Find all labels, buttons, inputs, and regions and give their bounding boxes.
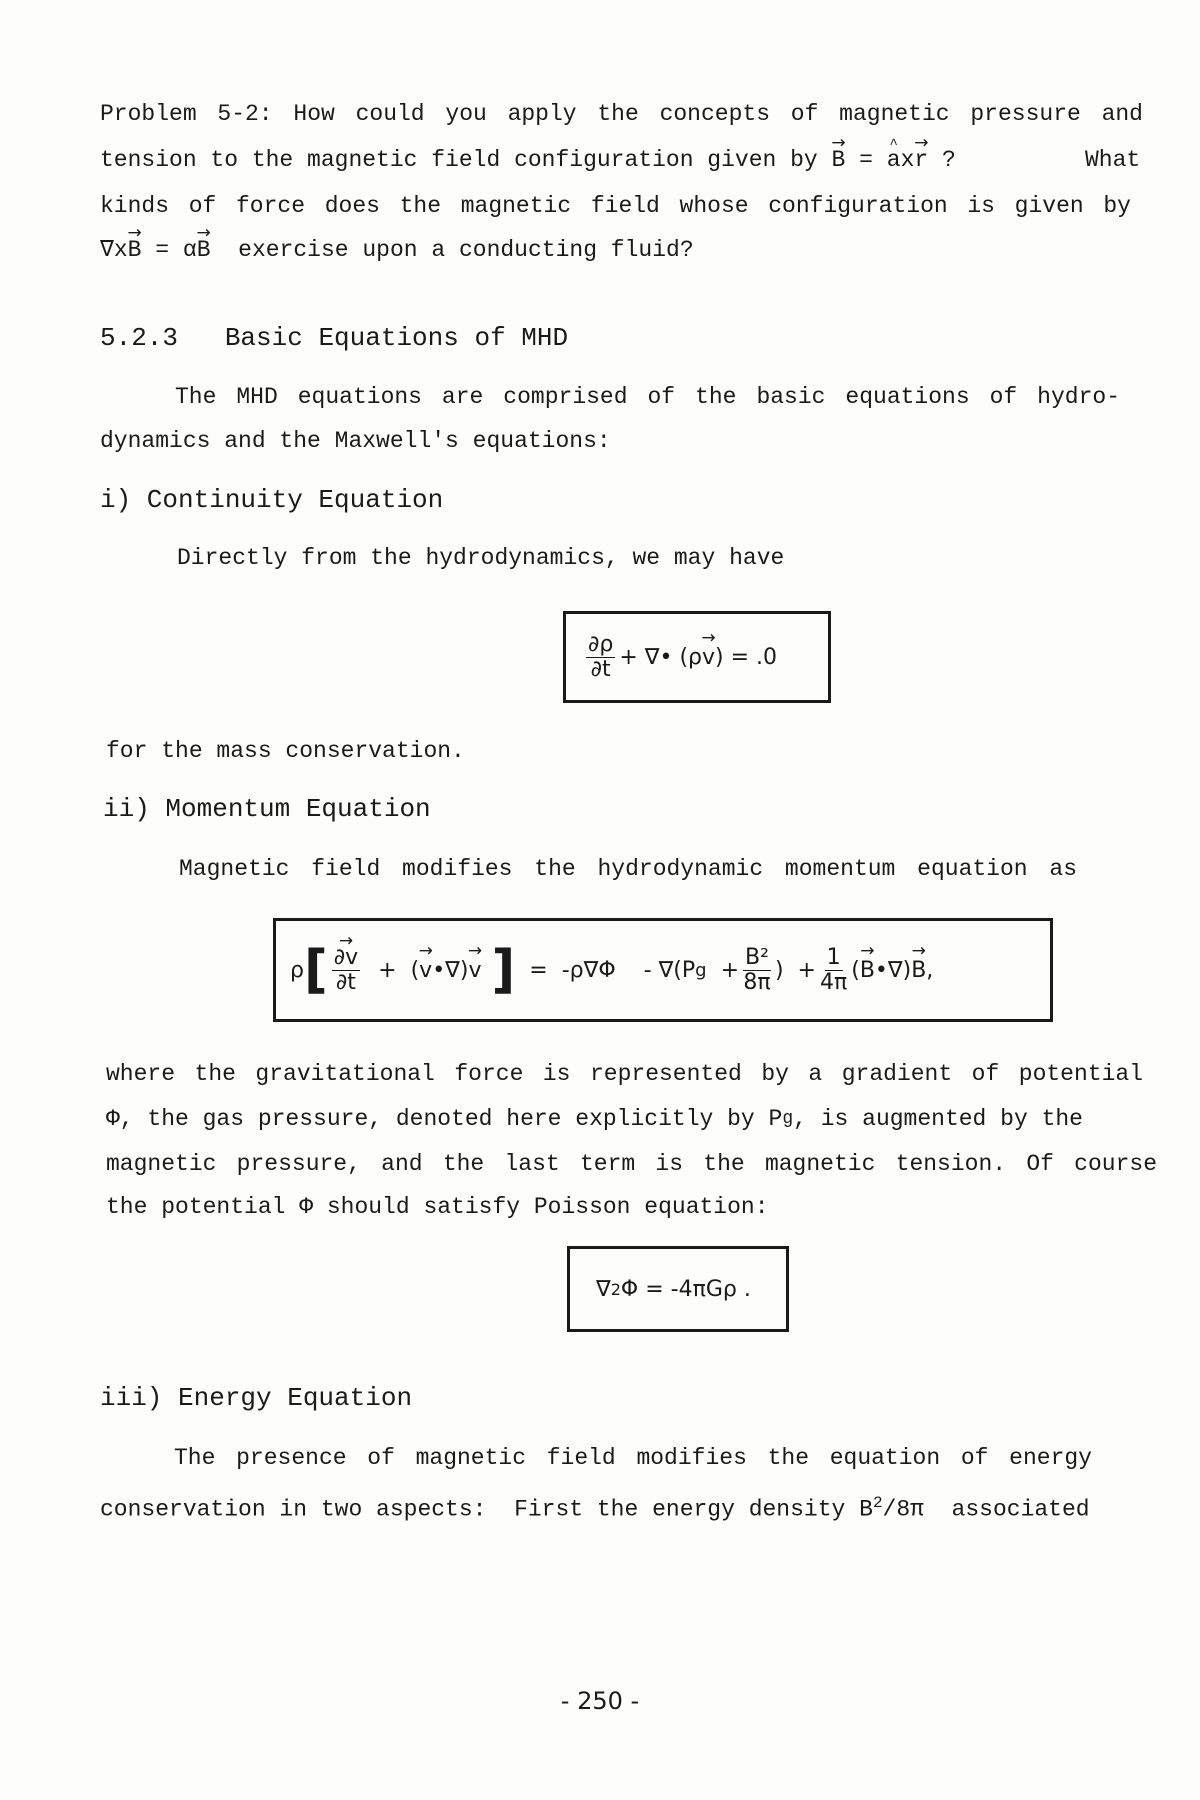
vector-b: → B [911, 958, 926, 983]
numerator: → ∂v [332, 946, 360, 971]
section-number: 5.2.3 [100, 323, 179, 353]
problem-line-3: kinds of force does the magnetic field whose configuration is given by [100, 193, 1131, 219]
denominator: ∂t [590, 656, 611, 682]
text: Φ, the gas pressure, denoted here explicitly by P [106, 1106, 783, 1132]
right-bracket: ] [491, 940, 516, 1000]
denominator: ∂t [335, 969, 356, 995]
equals-zero: ) = .0 [715, 644, 778, 670]
fraction-dv-dt [332, 946, 360, 995]
fraction-1-4pi [820, 946, 847, 995]
curl-operator: ∇x [100, 237, 128, 263]
divergence-term: + ∇• (ρ [619, 644, 703, 670]
denominator: 8π [743, 969, 771, 995]
problem-line-1: Problem 5-2: How could you apply the concepts of magnetic pressure and [100, 101, 1143, 127]
rho: ρ [290, 957, 304, 983]
fraction-b2-8pi [743, 946, 771, 995]
poisson-rhs: = -4πGρ . [638, 1276, 751, 1302]
vector-v: → v [702, 645, 715, 670]
comma: , [926, 957, 934, 983]
momentum-after-line-2 [106, 1105, 1143, 1133]
energy-line-1: The presence of magnetic field modifies the equation of energy [174, 1445, 1092, 1471]
continuity-lead: Directly from the hydrodynamics, we may have [177, 545, 785, 571]
problem-line-4 [100, 236, 694, 264]
vector-b: → B [128, 236, 142, 264]
numerator: 1 [826, 944, 841, 970]
page-number: - 250 - [560, 1687, 640, 1715]
text: conservation in two aspects: First the energy density B [100, 1496, 873, 1523]
continuity-after: for the mass conservation. [106, 738, 465, 764]
problem-text: exercise upon a conducting fluid? [238, 237, 694, 263]
vector-b: → B [197, 236, 211, 264]
equals-sign: = [859, 147, 873, 173]
continuity-heading: i) Continuity Equation [100, 485, 444, 515]
nabla: ∇ [596, 1276, 611, 1302]
momentum-equation-box [273, 918, 1053, 1022]
dot-grad: •∇) [432, 957, 469, 983]
intro-line-1: The MHD equations are comprised of the basic equations of hydro- [175, 384, 1120, 410]
subscript-g: g [695, 959, 707, 981]
vector-v: → v [419, 958, 432, 983]
vector-r: → r [914, 146, 928, 174]
equals-sign: = [529, 957, 548, 983]
problem-line-2 [100, 146, 956, 174]
momentum-lead: Magnetic field modifies the hydrodynamic momentum equation as [179, 856, 1077, 882]
fraction-drho-dt [586, 633, 615, 682]
paren: ( [851, 957, 860, 983]
plus: + [378, 957, 397, 983]
momentum-after-line-1: where the gravitational force is represented by a gradient of potential [106, 1061, 1143, 1087]
text: /8π associated [882, 1496, 1090, 1523]
left-bracket: [ [303, 940, 328, 1000]
numerator: ∂ρ [588, 631, 614, 657]
plus: + [797, 957, 816, 983]
problem-line-2-end: What [1085, 147, 1141, 173]
dot-grad: •∇) [874, 957, 912, 983]
momentum-after-line-3: magnetic pressure, and the last term is the magnetic tension. Of course [106, 1151, 1157, 1177]
denominator: 4π [819, 969, 848, 995]
paren: ( [410, 957, 420, 983]
momentum-after-line-4: the potential Φ should satisfy Poisson equation: [106, 1194, 769, 1220]
superscript-2: 2 [610, 1279, 621, 1299]
text: , is augmented by the [793, 1106, 1083, 1132]
alpha: α [182, 237, 197, 263]
energy-heading: iii) Energy Equation [100, 1383, 413, 1413]
vector-v: → v [468, 958, 481, 983]
pressure-term: - ∇(P [643, 957, 696, 983]
energy-line-2 [100, 1489, 1090, 1524]
continuity-equation-box [563, 611, 831, 703]
subscript-g: g [782, 1109, 794, 1129]
cross-sign: x [900, 147, 915, 173]
question-mark: ? [942, 147, 956, 173]
section-title: Basic Equations of MHD [224, 323, 569, 353]
section-heading [100, 324, 568, 352]
numerator: B² [745, 944, 769, 970]
problem-text: tension to the magnetic field configuration given by [100, 147, 818, 173]
plus: + [720, 957, 740, 983]
vector-b: → B [832, 146, 846, 174]
momentum-heading: ii) Momentum Equation [103, 794, 431, 824]
paren: ) [774, 957, 784, 983]
equals-sign: = [155, 237, 170, 263]
vector-b: → B [860, 958, 875, 983]
superscript-2: 2 [872, 1494, 883, 1512]
intro-line-2: dynamics and the Maxwell's equations: [100, 428, 611, 454]
phi: Φ [620, 1276, 639, 1302]
unit-vector-a: ^ a [887, 146, 901, 174]
poisson-equation-box [567, 1246, 789, 1332]
gravity-term: -ρ∇Φ [561, 957, 616, 983]
